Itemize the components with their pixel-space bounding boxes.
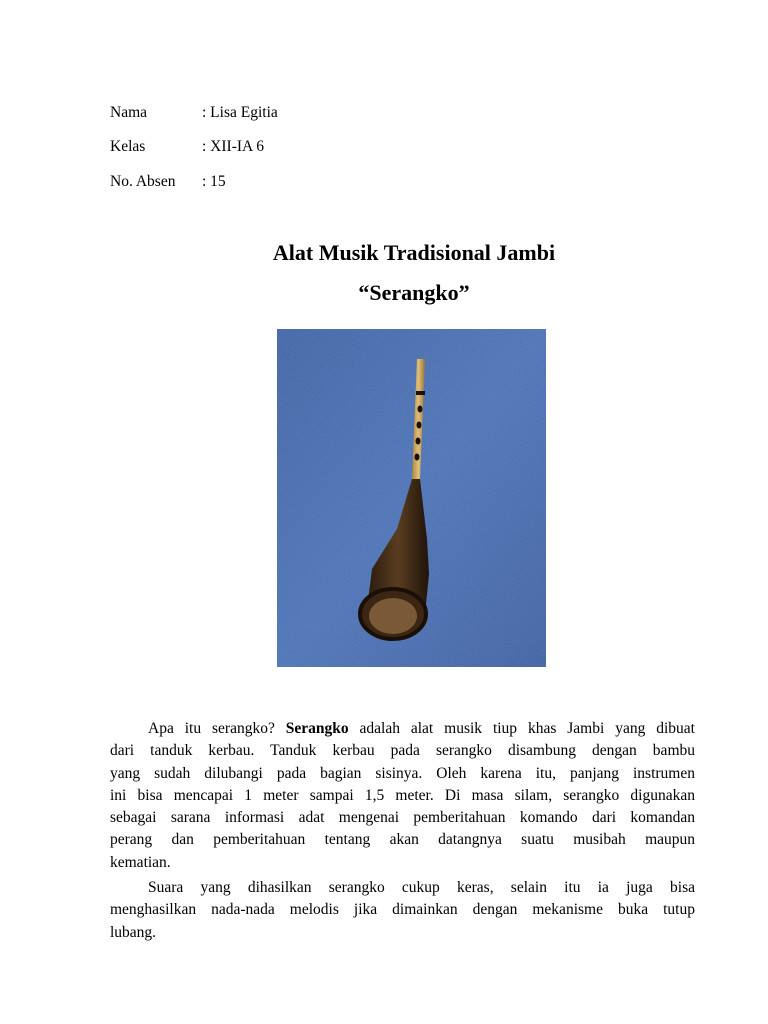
paragraph-line: dari tanduk kerbau. Tanduk kerbau pada serangko disambung dengan bambu [110,742,695,760]
info-label: Kelas [110,138,146,155]
paragraph-line: lubang. [110,923,157,941]
info-label: No. Absen [110,173,176,190]
paragraph-line: kematian. [110,853,171,871]
paragraph-line: ini bisa mencapai 1 meter sampai 1,5 meter. Di masa silam, serangko digunakan [110,786,695,804]
serangko-photo [277,329,546,667]
paragraph-line: perang dan pemberitahuan tentang akan datangnya suatu musibah maupun [110,831,695,849]
info-value: : 15 [202,173,226,190]
paragraph-line: sebagai sarana informasi adat mengenai pemberitahuan komando dari komandan [110,809,695,827]
info-row-nama [110,104,510,124]
bold-term: Serangko [285,720,349,737]
paragraph-line: menghasilkan nada-nada melodis jika dimainkan dengan mekanisme buka tutup [110,901,695,919]
paragraph-line: yang sudah dilubangi pada bagian sisinya. Oleh karena itu, panjang instrumen [110,764,695,782]
info-label: Nama [110,104,148,121]
paragraph-2 [110,877,695,944]
info-value: : Lisa Egitia [202,104,278,121]
page-title: Alat Musik Tradisional Jambi [272,240,556,265]
page-subtitle: “Serangko” [358,280,470,305]
paragraph-line: Suara yang dihasilkan serangko cukup keras, selain itu ia juga bisa [148,879,695,896]
info-value: : XII-IA 6 [202,138,264,155]
paragraph-1 [110,718,695,874]
paragraph-line [110,718,695,740]
intro-text: Apa itu serangko? [148,720,286,737]
line-rest: adalah alat musik tiup khas Jambi yang dibuat [348,720,695,737]
info-row-absen [110,173,510,193]
info-row-kelas [110,138,510,158]
